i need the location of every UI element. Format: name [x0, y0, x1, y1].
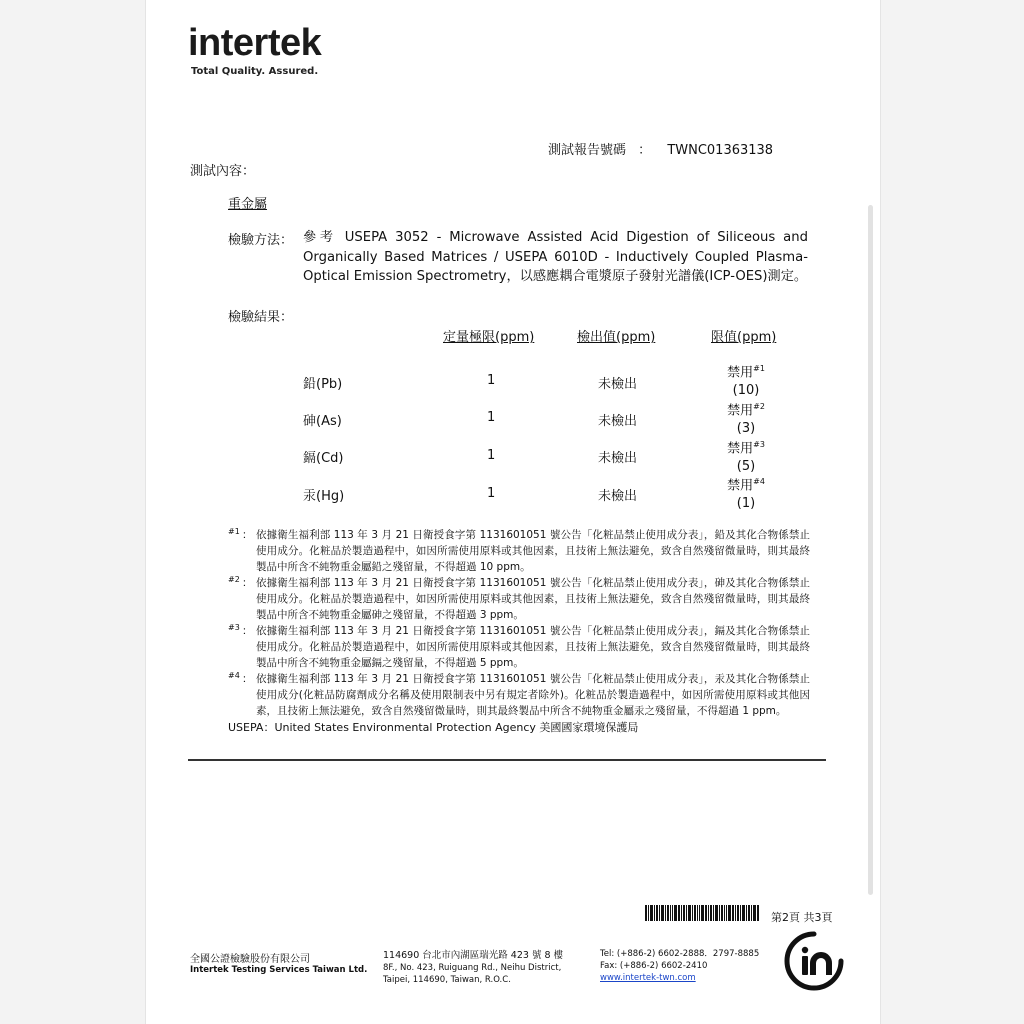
address-cn: 114690 台北市內湖區瑞光路 423 號 8 樓	[383, 950, 564, 961]
footnote-4	[228, 671, 810, 719]
fax: Fax: (+886-2) 6602-2410	[600, 961, 708, 971]
limit-hg-ref: #4	[753, 477, 765, 486]
footnote-2-mark: #2	[228, 575, 240, 584]
limit-pb-value: (10)	[732, 383, 760, 399]
limit-as-ref: #2	[753, 402, 765, 411]
contact-block	[600, 948, 759, 984]
heavy-metals-heading: 重金屬	[228, 197, 268, 212]
footnote-3	[228, 623, 810, 671]
limit-cd	[706, 436, 786, 476]
barcode-icon	[645, 905, 760, 921]
address-block	[383, 950, 563, 986]
section-divider	[188, 759, 826, 761]
loq-cd: 1	[487, 448, 496, 463]
result-hg: 未檢出	[598, 489, 638, 504]
header-loq: 定量極限(ppm)	[443, 330, 535, 345]
limit-as-value: (3)	[736, 421, 756, 437]
footnote-2-colon: ：	[242, 577, 253, 589]
footnote-2	[228, 575, 810, 623]
address-en-line1: 8F., No. 423, Ruiguang Rd., Neihu District,	[383, 963, 562, 973]
element-as: 砷(As)	[303, 414, 342, 429]
element-pb: 鉛(Pb)	[303, 377, 343, 392]
loq-as: 1	[487, 410, 496, 425]
header-result: 檢出值(ppm)	[577, 330, 656, 345]
method-text: 參考 USEPA 3052 - Microwave Assisted Acid Digestion of Siliceous and Organically Based Matrices / USEPA 6010D - Inductively Coupled Plasma-Optical Emission Spectrometry，以感應耦合電漿原子發射光譜儀(ICP-OES)測定。	[303, 230, 808, 284]
limit-pb-text: 禁用	[727, 365, 754, 381]
footnote-1-mark: #1	[228, 527, 240, 536]
scrollbar[interactable]	[868, 205, 873, 895]
footnote-4-mark: #4	[228, 671, 240, 680]
section-title: 測試內容：	[190, 164, 256, 179]
limit-cd-text: 禁用	[727, 441, 754, 457]
report-number-line	[548, 139, 773, 158]
footnote-1	[228, 527, 810, 575]
result-label: 檢驗結果：	[228, 310, 294, 325]
element-cd: 鎘(Cd)	[303, 451, 344, 466]
footnote-3-colon: ：	[242, 625, 253, 637]
limit-pb	[706, 360, 786, 400]
limit-hg-value: (1)	[736, 496, 756, 512]
footnotes	[228, 527, 810, 736]
address-en-line2: Taipei, 114690, Taiwan, R.O.C.	[383, 975, 511, 985]
header-limit: 限值(ppm)	[711, 330, 777, 345]
usepa-note: USEPA：United States Environmental Protection Agency 美國國家環境保護局	[228, 721, 639, 734]
report-number-label: 測試報告號碼	[548, 143, 627, 158]
website-link[interactable]: www.intertek-twn.com	[600, 973, 696, 983]
footnote-4-text: 依據衛生福利部 113 年 3 月 21 日衛授食字第 1131601051 號公告「化粧品禁止使用成分表」，汞及其化合物係禁止使用成分(化粧品防腐劑成分名稱及使用限制表中另有規定者除外)。化粧品於製造過程中，如因所需使用原料或其他因素，且技術上無法避免，致含自然殘留微量時，則其最終製品中所含不純物重金屬汞之殘留量，不得超過 1 ppm。	[256, 673, 810, 717]
method-label: 檢驗方法：	[228, 233, 294, 248]
company-name-cn: 全國公證檢驗股份有限公司	[190, 954, 310, 965]
result-as: 未檢出	[598, 414, 638, 429]
footnote-2-text: 依據衛生福利部 113 年 3 月 21 日衛授食字第 1131601051 號公告「化粧品禁止使用成分表」，砷及其化合物係禁止使用成分。化粧品於製造過程中，如因所需使用原料或其他因素，且技術上無法避免，致含自然殘留微量時，則其最終製品中所含不純物重金屬砷之殘留量，不得超過 3 ppm。	[256, 577, 810, 621]
intertek-badge-icon	[783, 930, 845, 992]
element-hg: 汞(Hg)	[303, 489, 345, 504]
footnote-3-mark: #3	[228, 623, 240, 632]
result-cd: 未檢出	[598, 451, 638, 466]
footnote-1-colon: ：	[242, 529, 253, 541]
limit-hg	[706, 473, 786, 513]
company-name-en: Intertek Testing Services Taiwan Ltd.	[190, 965, 368, 975]
limit-cd-value: (5)	[736, 459, 756, 475]
footnote-1-text: 依據衛生福利部 113 年 3 月 21 日衛授食字第 1131601051 號公告「化粧品禁止使用成分表」，鉛及其化合物係禁止使用成分。化粧品於製造過程中，如因所需使用原料或其他因素，且技術上無法避免，致含自然殘留微量時，則其最終製品中所含不純物重金屬鉛之殘留量，不得超過 10 ppm。	[256, 529, 810, 573]
loq-hg: 1	[487, 486, 496, 501]
footnote-3-text: 依據衛生福利部 113 年 3 月 21 日衛授食字第 1131601051 號公告「化粧品禁止使用成分表」，鎘及其化合物係禁止使用成分。化粧品於製造過程中，如因所需使用原料或其他因素，且技術上無法避免，致含自然殘留微量時，則其最終製品中所含不純物重金屬鎘之殘留量，不得超過 5 ppm。	[256, 625, 810, 669]
result-pb: 未檢出	[598, 377, 638, 392]
limit-cd-ref: #3	[753, 440, 765, 449]
logo-tagline: Total Quality. Assured.	[191, 66, 319, 77]
footnote-4-colon: ：	[242, 673, 253, 685]
limit-pb-ref: #1	[753, 364, 765, 373]
report-number-value: TWNC01363138	[667, 143, 774, 158]
limit-hg-text: 禁用	[727, 478, 754, 494]
page-number: 第2頁 共3頁	[771, 911, 833, 924]
report-number-separator: ：	[638, 143, 652, 158]
limit-as-text: 禁用	[727, 403, 754, 419]
tel: Tel: (+886-2) 6602-2888．2797-8885	[600, 949, 760, 959]
intertek-logo: intertek	[188, 22, 322, 64]
loq-pb: 1	[487, 373, 496, 388]
limit-as	[706, 398, 786, 438]
